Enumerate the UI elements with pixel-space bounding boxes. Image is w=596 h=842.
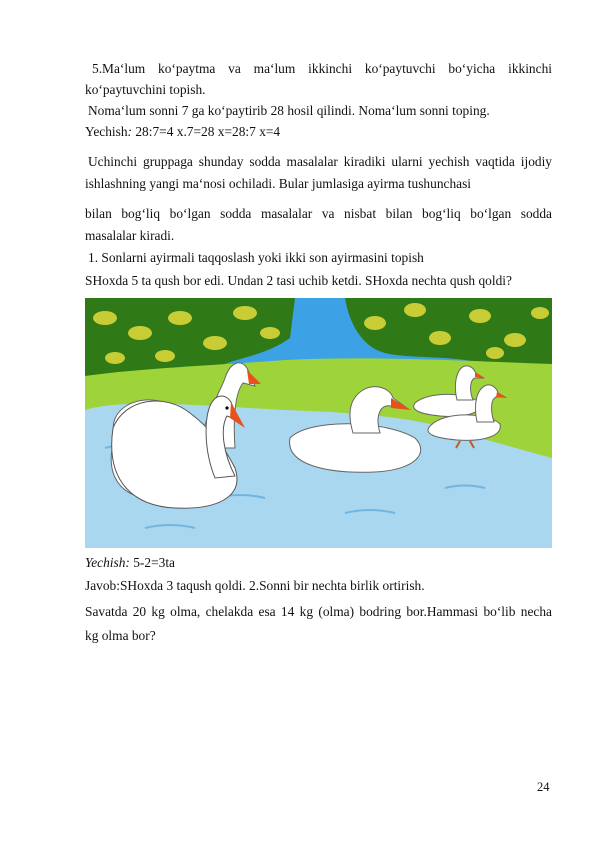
basket-problem-line-1: Savatda 20 kg olma, chelakda esa 14 kg (olma) bodring bor.Hammasi bo‘lib necha [85, 604, 552, 619]
swan-problem: SHoxda 5 ta qush bor edi. Undan 2 tasi uchib ketdi. SHoxda nechta qush qoldi? [85, 273, 512, 288]
solution-equations: 28:7=4 x.7=28 x=28:7 x=4 [135, 124, 281, 139]
answer-line: Javob:SHoxda 3 taqush qoldi. 2.Sonni bir nechta birlik ortirish. [85, 578, 425, 593]
solution-colon: : [127, 124, 136, 139]
paragraph-line-7: bilan bog‘liq bo‘lgan sodda masalalar va nisbat bilan bog‘liq bo‘lgan sodda [85, 206, 552, 221]
paragraph-line-2: ko‘paytuvchini topish. [85, 82, 206, 97]
paragraph-line-1: 5.Ma‘lum ko‘paytma va ma‘lum ikkinchi ko‘paytuvchi bo‘yicha ikkinchi [92, 61, 552, 76]
basket-problem-line-2: kg olma bor? [85, 628, 156, 643]
solution-label-2: Yechish: [85, 555, 130, 570]
paragraph-line-8: masalalar kiradi. [85, 228, 175, 243]
solution-result: 5-2=3ta [129, 555, 175, 570]
paragraph-line-6: ishlashning yangi ma‘nosi ochiladi. Bular jumlasiga ayirma tushunchasi [85, 176, 472, 191]
problem-text: Noma‘lum sonni 7 ga ko‘paytirib 28 hosil qilindi. Noma‘lum sonni toping. [88, 103, 490, 118]
solution-line-1 [85, 124, 552, 140]
swans-image [85, 298, 552, 548]
paragraph-line-5: Uchinchi gruppaga shunday sodda masalalar kiradiki ularni yechish vaqtida ijodiy [88, 154, 552, 169]
page-number: 24 [537, 780, 550, 794]
solution-line-2 [85, 555, 552, 571]
section-heading: 1. Sonlarni ayirmali taqqoslash yoki ikki son ayirmasini topish [88, 250, 424, 265]
swans-illustration [85, 298, 552, 548]
solution-label: Yechish [85, 124, 128, 139]
swan-2 [112, 396, 245, 508]
